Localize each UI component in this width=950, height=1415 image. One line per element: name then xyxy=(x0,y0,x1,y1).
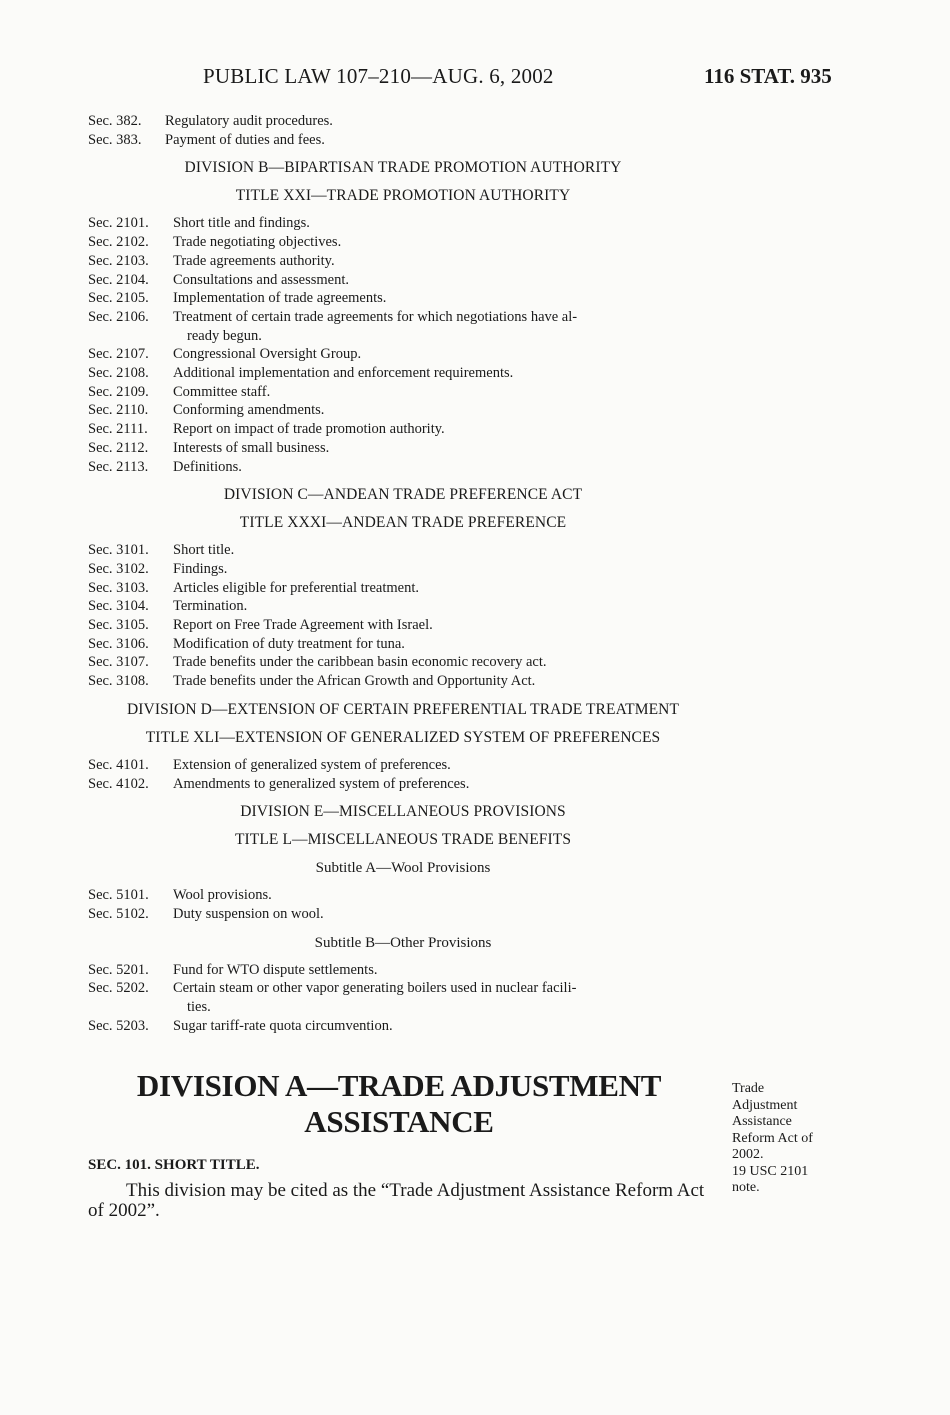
section-title-continuation: ties. xyxy=(187,999,211,1016)
section-number: Sec. 2111. xyxy=(88,421,148,438)
section-title-text: Committee staff. xyxy=(173,383,271,400)
section-number: Sec. 3104. xyxy=(88,598,149,615)
section-101-text: This division may be cited as the “Trade Adjustment Assistance Reform Act of 2002”. xyxy=(88,1180,705,1221)
section-number: Sec. 4101. xyxy=(88,756,149,773)
section-title xyxy=(173,961,718,980)
section-title xyxy=(173,579,718,598)
section-title xyxy=(173,560,718,579)
section-title xyxy=(173,420,718,439)
section-title-text: Certain steam or other vapor generating boilers used in nuclear facili- xyxy=(173,980,577,997)
section-title-text: Trade negotiating objectives. xyxy=(173,234,342,251)
section-title-text: Consultations and assessment. xyxy=(173,271,350,288)
section-title-text: Sugar tariff-rate quota circumvention. xyxy=(173,1017,393,1034)
section-title-text: Modification of duty treatment for tuna. xyxy=(173,635,405,652)
section-group-subtitle-b xyxy=(88,961,718,1036)
division-d-heading: DIVISION D—EXTENSION OF CERTAIN PREFERENTIAL TRADE TREATMENT xyxy=(126,700,680,718)
section-number: Sec. 2109. xyxy=(88,383,149,400)
section-number: Sec. 3107. xyxy=(88,654,149,671)
section-number: Sec. 5102. xyxy=(88,905,149,922)
toc-section-entry xyxy=(88,775,718,794)
toc-section-entry xyxy=(88,364,718,383)
section-title-text: Additional implementation and enforcement requirements. xyxy=(173,365,514,382)
toc-section-entry xyxy=(88,214,718,233)
section-title xyxy=(165,131,718,150)
section-title xyxy=(173,756,718,775)
section-number: Sec. 2106. xyxy=(88,308,149,325)
section-title xyxy=(173,345,718,364)
section-title-text: Amendments to generalized system of preferences. xyxy=(173,775,470,792)
section-title-text: Fund for WTO dispute settlements. xyxy=(173,961,378,978)
section-title-text: Conforming amendments. xyxy=(173,402,325,419)
subtitle-a-heading: Subtitle A—Wool Provisions xyxy=(315,860,491,877)
division-b-heading: DIVISION B—BIPARTISAN TRADE PROMOTION AUTHORITY xyxy=(184,159,622,177)
section-number: Sec. 5201. xyxy=(88,961,149,978)
section-title-text: Duty suspension on wool. xyxy=(173,905,324,922)
title-xxxi-heading: TITLE XXXI—ANDEAN TRADE PREFERENCE xyxy=(239,514,567,532)
section-title-text: Treatment of certain trade agreements for which negotiations have al- xyxy=(173,308,578,325)
section-title-text: Implementation of trade agreements. xyxy=(173,290,387,307)
section-number: Sec. 5101. xyxy=(88,887,149,904)
section-title xyxy=(173,1017,718,1036)
toc-section-entry xyxy=(88,579,718,598)
section-title-text: Report on impact of trade promotion authority. xyxy=(173,421,445,438)
margin-note-line: 19 USC 2101 xyxy=(732,1163,809,1179)
toc-section-entry xyxy=(88,541,718,560)
section-title xyxy=(173,775,718,794)
section-number: Sec. 3106. xyxy=(88,635,149,652)
toc-section-entry xyxy=(88,345,718,364)
section-title xyxy=(173,252,718,271)
toc-section-entry xyxy=(88,420,718,439)
toc-section-entry xyxy=(88,635,718,654)
section-group-division-b xyxy=(88,214,718,476)
title-l-heading: TITLE L—MISCELLANEOUS TRADE BENEFITS xyxy=(234,831,572,849)
subtitle-b-heading: Subtitle B—Other Provisions xyxy=(314,934,492,951)
section-title xyxy=(173,672,718,691)
section-title-text: Trade benefits under the African Growth and Opportunity Act. xyxy=(173,673,536,690)
toc-section-entry xyxy=(88,271,718,290)
section-title-text: Trade benefits under the caribbean basin economic recovery act. xyxy=(173,654,547,671)
division-c-heading: DIVISION C—ANDEAN TRADE PREFERENCE ACT xyxy=(223,486,583,504)
toc-section-entry xyxy=(88,961,718,980)
running-head: PUBLIC LAW 107–210—AUG. 6, 2002 xyxy=(203,64,554,88)
section-title xyxy=(173,401,718,420)
toc-section-entry xyxy=(88,289,718,308)
title-xli-heading: TITLE XLI—EXTENSION OF GENERALIZED SYSTEM OF PREFERENCES xyxy=(145,728,661,746)
section-number: Sec. 3102. xyxy=(88,560,149,577)
section-title xyxy=(173,616,718,635)
section-number: Sec. 2102. xyxy=(88,234,149,251)
section-title xyxy=(173,886,718,905)
section-title-text: Interests of small business. xyxy=(173,439,330,456)
title-xxi-heading: TITLE XXI—TRADE PROMOTION AUTHORITY xyxy=(235,187,571,205)
section-title xyxy=(173,364,718,383)
section-number: Sec. 2107. xyxy=(88,346,149,363)
toc-section-entry xyxy=(88,458,718,477)
toc-section-entry xyxy=(88,383,718,402)
toc-section-entry xyxy=(88,979,718,1016)
toc-section-entry xyxy=(88,597,718,616)
margin-note-line: Trade xyxy=(732,1081,765,1096)
toc-section-entry xyxy=(88,756,718,775)
section-title xyxy=(173,308,718,345)
section-number: Sec. 2101. xyxy=(88,215,149,232)
margin-note-line: note. xyxy=(732,1180,760,1195)
section-title xyxy=(165,112,718,131)
section-number: Sec. 2104. xyxy=(88,271,149,288)
section-title xyxy=(173,541,718,560)
section-title-text: Regulatory audit procedures. xyxy=(165,113,333,129)
toc-section-entry xyxy=(88,672,718,691)
section-title-text: Extension of generalized system of preferences. xyxy=(173,756,451,773)
section-title xyxy=(173,458,718,477)
division-a-heading-line2: ASSISTANCE xyxy=(304,1104,494,1139)
toc-section-entry xyxy=(88,560,718,579)
section-number: Sec. 2110. xyxy=(88,402,149,419)
section-number: Sec. 4102. xyxy=(88,775,149,792)
section-title xyxy=(173,214,718,233)
section-number: Sec. 382. xyxy=(88,113,142,129)
section-title xyxy=(173,635,718,654)
section-number: Sec. 383. xyxy=(88,131,142,148)
section-title xyxy=(173,233,718,252)
margin-note-line: Assistance xyxy=(732,1114,792,1129)
section-title-text: Congressional Oversight Group. xyxy=(173,346,362,363)
toc-section-entry xyxy=(88,112,718,131)
section-number: Sec. 3105. xyxy=(88,617,149,634)
toc-section-entry xyxy=(88,616,718,635)
section-group-subtitle-a xyxy=(88,886,718,923)
section-number: Sec. 5202. xyxy=(88,980,149,997)
section-title-text: Definitions. xyxy=(173,458,242,475)
section-title xyxy=(173,439,718,458)
section-group-division-c xyxy=(88,541,718,691)
margin-note-line: 2002. xyxy=(732,1147,764,1162)
section-title-text: Short title and findings. xyxy=(173,215,310,232)
margin-note-line: Reform Act of xyxy=(732,1130,813,1146)
section-title-text: Articles eligible for preferential treatment. xyxy=(173,579,419,596)
margin-note-line: Adjustment xyxy=(732,1097,798,1113)
section-title-continuation: ready begun. xyxy=(187,327,262,344)
toc-section-entry xyxy=(88,653,718,672)
section-title-text: Termination. xyxy=(173,598,248,615)
section-title-text: Short title. xyxy=(173,542,235,559)
toc-section-entry xyxy=(88,401,718,420)
section-title-text: Trade agreements authority. xyxy=(173,252,335,269)
section-number: Sec. 3101. xyxy=(88,542,149,559)
toc-section-entry xyxy=(88,905,718,924)
section-title xyxy=(173,905,718,924)
toc-section-entry xyxy=(88,131,718,150)
section-title xyxy=(173,979,718,1016)
division-a-heading xyxy=(88,1068,710,1140)
section-title xyxy=(173,383,718,402)
toc-section-entry xyxy=(88,886,718,905)
margin-note xyxy=(732,1081,842,1197)
section-number: Sec. 3103. xyxy=(88,579,149,596)
section-title xyxy=(173,289,718,308)
section-number: Sec. 2113. xyxy=(88,458,149,475)
section-number: Sec. 2105. xyxy=(88,290,149,307)
section-title-text: Payment of duties and fees. xyxy=(165,131,325,148)
toc-section-entry xyxy=(88,308,718,345)
section-title-text: Findings. xyxy=(173,560,228,577)
division-a-heading-line1: DIVISION A—TRADE ADJUSTMENT xyxy=(136,1068,662,1103)
section-number: Sec. 2103. xyxy=(88,252,149,269)
section-number: Sec. 5203. xyxy=(88,1017,149,1034)
statute-page-number: 116 STAT. 935 xyxy=(704,64,832,88)
section-title-text: Report on Free Trade Agreement with Israel. xyxy=(173,617,433,634)
table-of-contents xyxy=(88,112,718,1036)
toc-section-entry xyxy=(88,439,718,458)
toc-section-entry xyxy=(88,233,718,252)
section-group-division-d xyxy=(88,756,718,793)
division-e-heading: DIVISION E—MISCELLANEOUS PROVISIONS xyxy=(240,803,566,821)
section-number: Sec. 3108. xyxy=(88,673,149,690)
section-101-heading: SEC. 101. SHORT TITLE. xyxy=(88,1157,260,1173)
section-number: Sec. 2112. xyxy=(88,439,149,456)
section-title xyxy=(173,597,718,616)
toc-section-entry xyxy=(88,1017,718,1036)
section-title xyxy=(173,653,718,672)
page-header xyxy=(0,64,950,94)
section-group-top xyxy=(88,112,718,149)
section-number: Sec. 2108. xyxy=(88,365,149,382)
section-title xyxy=(173,271,718,290)
section-title-text: Wool provisions. xyxy=(173,887,272,904)
toc-section-entry xyxy=(88,252,718,271)
